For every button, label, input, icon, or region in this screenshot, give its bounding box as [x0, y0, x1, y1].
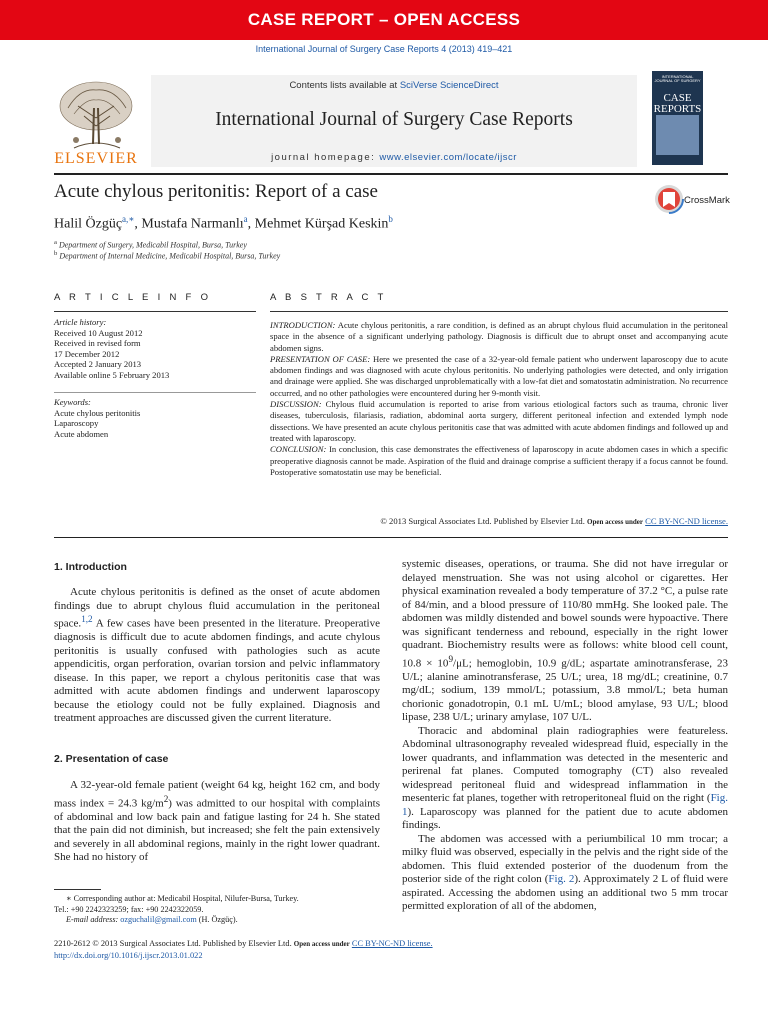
- cover-case: CASE: [663, 92, 692, 104]
- affiliation-line: [54, 250, 280, 261]
- footnote-rule: [54, 889, 101, 890]
- open-access-banner: CASE REPORT – OPEN ACCESS: [0, 0, 768, 40]
- introduction-paragraph: [54, 586, 380, 726]
- abstract-section-text: Acute chylous peritonitis, a rare condition, is defined as an abrupt chylous fluid accumulation in the peritoneal space in the absence of a significant underlying pathology. Diagnosis is difficult due to abrupt onset and accompanying acute abdomen signs.: [270, 320, 728, 353]
- cover-reports: REPORTS: [653, 103, 702, 115]
- email-suffix: (H. Özgüç).: [196, 915, 238, 924]
- email-line: [54, 915, 394, 926]
- abstract-copyright: [270, 516, 728, 526]
- figure-link[interactable]: Fig. 1: [402, 792, 728, 818]
- email-label: E-mail address:: [66, 915, 119, 924]
- doi-link[interactable]: http://dx.doi.org/10.1016/j.ijscr.2013.01.022: [54, 951, 203, 960]
- crossmark-label[interactable]: CrossMark: [684, 195, 730, 206]
- journal-cover-thumbnail: [652, 71, 703, 165]
- figure-link[interactable]: Fig. 2: [548, 873, 575, 886]
- abstract-section-label: DISCUSSION:: [270, 399, 322, 410]
- author-affil-marker[interactable]: a,∗: [122, 214, 135, 224]
- body-text: /μL; hemoglobin, 10.9 g/dL; aspartate aminotransferase, 23 U/L; alanine aminotransferase, 25 U/L; urea, 18 mg/dL; creatinine, 0.7 mg/dL; sodium, 139 mmol/L; potassium, 3.8 mmol/L; beta human chorionic gonadotropin, 0.1 mL U/mL; blood amylase, 93 U/L; blood lipase, 238 U/L; urinary amylase, 107 U/L.: [402, 657, 728, 724]
- header-divider: [54, 173, 728, 175]
- abstract-section-text: Chylous fluid accumulation is reported to arise from various etiological factors such as trauma, chronic liver diseases, tuberculosis, filariasis, radiation, abdominal aorta surgery, different peritoneal infection and extended lymph node dissections. We have presented an acute chylous peritonitis case that was admitted with acute abdomen findings and followed up and treated with laparoscopy.: [270, 399, 728, 443]
- abstract-body: [270, 320, 728, 478]
- affiliation-marker: a: [54, 239, 57, 246]
- article-history: [54, 317, 169, 381]
- contents-prefix: Contents lists available at: [289, 80, 398, 91]
- body-text: ). Approximately 2 L of fluid were aspirated. Accessing the abdomen using an additional two 5 mm trocar permitted exploration of all of the abdomen,: [402, 873, 728, 913]
- author-affil-marker[interactable]: a: [243, 214, 248, 224]
- corresponding-author-note: ∗ Corresponding author at: Medicabil Hospital, Nilufer-Bursa, Turkey.: [66, 894, 299, 903]
- abstract-heading: A B S T R A C T: [270, 292, 387, 303]
- presentation-paragraph: [54, 779, 380, 865]
- affiliation-text: Department of Internal Medicine, Medicabil Hospital, Bursa, Turkey: [59, 251, 281, 261]
- footnotes: [54, 894, 394, 926]
- body-text: Thoracic and abdominal plain radiographies were featureless. Abdominal ultrasonography revealed widespread fluid, especially in the lower quadrants, and inflammation was detected in the mesenteric and perirenal fat planes. Computed tomography (CT) also revealed widespread peritoneal fluid and widespread inflammation in the mesenteric fat planes, together with retroperitoneal fluid on the right (: [402, 724, 728, 805]
- cover-case-word: [652, 93, 703, 115]
- author-name[interactable]: Halil Özgüç: [54, 216, 123, 232]
- cover-image-block: [656, 115, 699, 155]
- open-access-label: Open access under: [587, 518, 644, 526]
- affiliation-text: Department of Surgery, Medicabil Hospital, Bursa, Turkey: [58, 240, 247, 250]
- body-text: ). Laparoscopy was planned for the patient due to acute abdomen findings.: [402, 805, 728, 832]
- homepage-url-link[interactable]: www.elsevier.com/locate/ijscr: [379, 152, 517, 163]
- homepage-label: journal homepage:: [271, 152, 376, 163]
- superscript: 9: [448, 653, 454, 664]
- abstract-rule: [270, 311, 728, 312]
- issn-line: [54, 938, 554, 950]
- author-affil-marker[interactable]: b: [388, 214, 393, 224]
- body-text: ) was admitted to our hospital with complaints of abdominal and low back pain and fatigue lasting for 24 h. She stated that the pain did not diminish, but increased; she felt the pain extensively and severely in all abdominal regions, mainly in the right lower quadrant. She had no history of: [54, 797, 380, 864]
- history-item: Available online 5 February 2013: [54, 369, 170, 380]
- open-access-label: Open access under: [293, 940, 350, 948]
- introduction-heading: 1. Introduction: [54, 561, 127, 573]
- email-link[interactable]: ozguchalil@gmail.com: [120, 915, 197, 924]
- superscript: 2: [163, 793, 169, 804]
- history-label: Article history:: [54, 317, 107, 327]
- info-divider: [54, 392, 256, 393]
- cover-journal-name: INTERNATIONAL JOURNAL OF SURGERY: [654, 74, 701, 84]
- affiliation-line: [54, 239, 247, 250]
- body-text: The abdomen was accessed with a periumbilical 10 mm trocar; a milky fluid was observed, especially in the pelvis and the right side of the abdomen. This fluid extended posterior of the duodenum from the posterior side of the right colon (: [402, 832, 728, 886]
- license-link[interactable]: CC BY-NC-ND license.: [645, 516, 728, 526]
- affiliation-marker: b: [54, 250, 58, 257]
- issn-doi-block: [54, 938, 554, 961]
- abstract-section-text: Here we presented the case of a 32-year-old female patient who underwent laparoscopy due to acute abdomen findings and was diagnosed with acute chylous peritonitis. No underlying pathologies were detected, and only irrigation and drainage were applied. She was discharged unproblematically with a low-fat diet and somatostatin administration. No recurrence occurred, and no other pathologies were encountered during her 9-month visit.: [270, 353, 728, 398]
- journal-homepage-line: [151, 152, 637, 163]
- keyword: Acute chylous peritonitis: [54, 407, 141, 418]
- copyright-text: © 2013 Surgical Associates Ltd. Published by Elsevier Ltd.: [380, 516, 585, 526]
- crossmark-icon[interactable]: [654, 184, 684, 214]
- history-item: Accepted 2 January 2013: [54, 359, 142, 370]
- abstract-bottom-rule: [54, 537, 728, 538]
- keywords: [54, 397, 140, 439]
- author-name[interactable]: Mehmet Kürşad Keskin: [254, 216, 389, 232]
- body-text: A few cases have been presented in the literature. Preoperative diagnosis is difficult due to acute abdomen findings, and acute chylous peritonitis is usually confused with pathologies such as acute appendicitis, organ perforation, ovarian torsion and pelvic inflammatory disease. In this paper, we report a chylous peritonitis case that was admitted with acute abdomen findings and underwent laparoscopy because the etiology could not be fully explained. Diagnosis and treatment approaches are discussed given the current literature.: [54, 617, 380, 725]
- abstract-section-label: PRESENTATION OF CASE:: [270, 353, 371, 364]
- elsevier-wordmark: ELSEVIER: [54, 150, 138, 167]
- sciencedirect-link[interactable]: SciVerse ScienceDirect: [399, 80, 499, 91]
- keywords-label: Keywords:: [54, 397, 91, 407]
- abstract-section-label: CONCLUSION:: [270, 444, 327, 455]
- article-info-rule: [54, 311, 256, 312]
- journal-title: International Journal of Surgery Case Reports: [215, 109, 573, 130]
- reference-link[interactable]: 1,2: [81, 614, 93, 624]
- presentation-heading: 2. Presentation of case: [54, 753, 169, 765]
- history-item: Received 10 August 2012: [54, 327, 143, 338]
- journal-header-box: [151, 75, 637, 167]
- article-info-heading: A R T I C L E I N F O: [54, 292, 212, 303]
- phone-fax-line: Tel.: +90 2242323259; fax: +90 2242322059.: [54, 904, 204, 914]
- issn-copyright: 2210-2612 © 2013 Surgical Associates Ltd. Published by Elsevier Ltd.: [54, 939, 292, 948]
- body-text: Acute chylous peritonitis is defined as the onset of acute abdomen findings due to abrupt chylous fluid accumulation in the peritoneal space.: [54, 586, 380, 630]
- keyword: Acute abdomen: [54, 428, 109, 439]
- history-item: 17 December 2012: [54, 348, 120, 359]
- license-link[interactable]: CC BY-NC-ND license.: [351, 939, 433, 948]
- abstract-section-text: In conclusion, this case demonstrates the effectiveness of laparoscopy in acute abdomen cases in which a specific preoperative diagnosis cannot be made. Aspiration of the fluid and drainage comprise a sufficient therapy if a focus cannot be found. Postoperative somatostatin use may be beneficial.: [270, 444, 728, 477]
- author-name[interactable]: Mustafa Narmanlı: [141, 216, 244, 232]
- keyword: Laparoscopy: [54, 418, 99, 429]
- abstract-section-label: INTRODUCTION:: [270, 320, 336, 330]
- body-text: A 32-year-old female patient (weight 64 kg, height 162 cm, and body mass index = 24.3 kg/m: [54, 779, 380, 810]
- contents-available-line: [151, 80, 637, 91]
- journal-citation[interactable]: International Journal of Surgery Case Reports 4 (2013) 419–421: [255, 44, 513, 54]
- article-title: Acute chylous peritonitis: Report of a case: [54, 181, 378, 202]
- history-item: Received in revised form: [54, 338, 141, 349]
- author-list: Halil Özgüç$^{a,∗}$, Mustafa Narmanlı$^a$, Mehmet Kürşad Keskin$^b$: [54, 214, 393, 232]
- body-text: systemic diseases, operations, or trauma. She did not have irregular or delayed menstruation. She was not using alcohol or cigarettes. Her physical examination revealed a body temperature of 37.2 °C, a pulse rate of 84/min, and a blood pressure of 110/80 mmHg. She looked pale. The abdomen was mildly distended and bowel sounds were hypoactive. There was significant tenderness and rebound, especially in the right lower quadrant. Biochemistry results were as follows: white blood cell count, 10.8 × 10: [402, 558, 728, 670]
- right-column-text: [402, 558, 728, 914]
